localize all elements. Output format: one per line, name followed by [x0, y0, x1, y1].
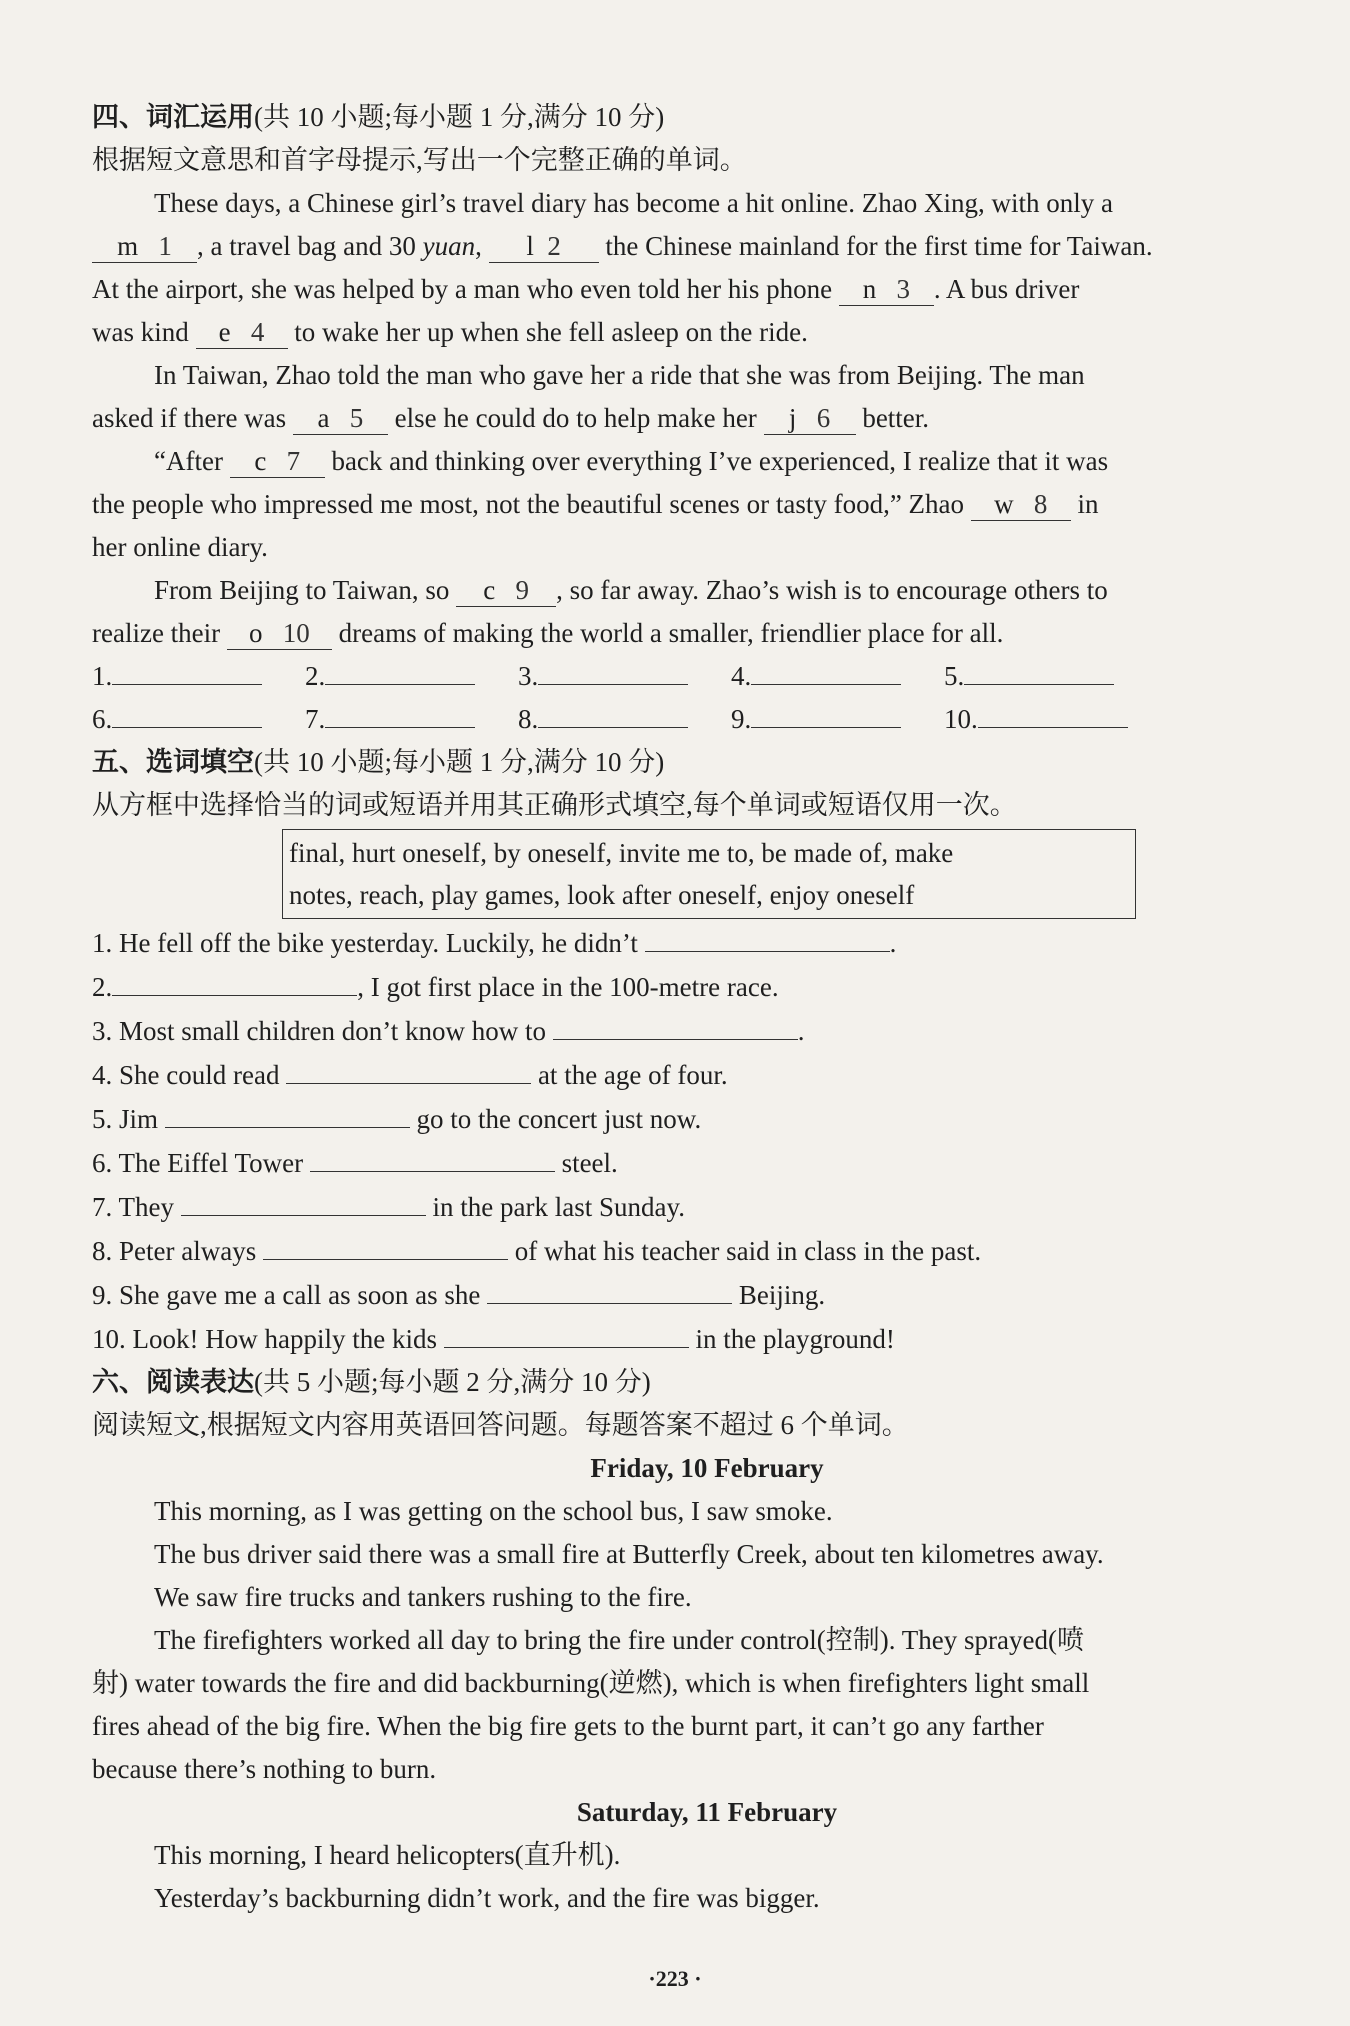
- blank-number: 5: [349, 403, 364, 433]
- page-number: ·223 ·: [648, 1966, 702, 1991]
- section6-instruction: 阅读短文,根据短文内容用英语回答问题。每题答案不超过 6 个单词。: [92, 1410, 909, 1440]
- passage-text: to wake her up when she fell asleep on the ride.: [294, 317, 808, 347]
- blank-number: 10: [282, 618, 310, 648]
- blank-7[interactable]: [230, 445, 325, 478]
- answer-label: 2.: [305, 661, 326, 691]
- question-line: [92, 1141, 1322, 1185]
- blank-number: 8: [1033, 489, 1048, 519]
- passage-line: [92, 440, 1322, 483]
- blank-letter: l: [526, 231, 534, 261]
- question-text: .: [797, 1016, 805, 1046]
- answer-cell: [305, 698, 518, 741]
- worksheet-page: [92, 96, 1322, 1920]
- passage-text: asked if there was: [92, 403, 287, 433]
- section6-heading-title: 六、阅读表达: [92, 1367, 254, 1397]
- section6-heading: [92, 1361, 1322, 1404]
- section4-instruction: 根据短文意思和首字母提示,写出一个完整正确的单词。: [92, 145, 747, 175]
- question-text: in the playground!: [695, 1324, 895, 1354]
- question-text: Beijing.: [738, 1280, 826, 1310]
- answer-cell: [731, 655, 944, 698]
- question-text: 1. He fell off the bike yesterday. Luckily, he didn’t: [92, 928, 638, 958]
- blank-4[interactable]: [196, 316, 288, 349]
- reading-line: because there’s nothing to burn.: [92, 1754, 437, 1784]
- answer-label: 8.: [518, 704, 539, 734]
- question-text: of what his teacher said in class in the past.: [514, 1236, 982, 1266]
- reading-line: 射) water towards the fire and did backburning(逆燃), which is when firefighters light small: [92, 1668, 1090, 1698]
- passage-text: , a travel bag and 30: [197, 231, 423, 261]
- question-text: 6. The Eiffel Tower: [92, 1148, 304, 1178]
- answer-cell: [518, 698, 731, 741]
- answer-label: 6.: [92, 704, 113, 734]
- question-text: in the park last Sunday.: [432, 1192, 685, 1222]
- answer-label: 1.: [92, 661, 113, 691]
- question-line: [92, 1185, 1322, 1229]
- passage-text: was kind: [92, 317, 189, 347]
- section5-instruction: 从方框中选择恰当的词或短语并用其正确形式填空,每个单词或短语仅用一次。: [92, 790, 1017, 820]
- passage-text: From Beijing to Taiwan, so: [154, 575, 450, 605]
- passage-text: else he could do to help make her: [394, 403, 757, 433]
- question-line: [92, 1273, 1322, 1317]
- section5-heading: [92, 741, 1322, 784]
- blank-number: 4: [250, 317, 265, 347]
- answer-field[interactable]: [325, 699, 475, 728]
- blank-number: 1: [158, 231, 172, 261]
- blank-letter: n: [862, 274, 877, 304]
- blank-9[interactable]: [456, 574, 556, 607]
- blank-letter: m: [117, 231, 139, 261]
- reading-line: We saw fire trucks and tankers rushing to the fire.: [154, 1582, 692, 1612]
- passage-text: back and thinking over everything I’ve experienced, I realize that it was: [331, 446, 1109, 476]
- blank-8[interactable]: [971, 488, 1071, 521]
- blank-6[interactable]: [764, 402, 856, 435]
- answer-field[interactable]: [325, 656, 475, 685]
- passage-text: At the airport, she was helped by a man who even told her his phone: [92, 274, 833, 304]
- question-line: [92, 1097, 1322, 1141]
- answer-field[interactable]: [538, 699, 688, 728]
- answer-cell: [518, 655, 731, 698]
- answer-cell: [92, 698, 305, 741]
- diary-date-heading: Friday, 10 February: [590, 1453, 824, 1483]
- answer-field[interactable]: [964, 656, 1114, 685]
- answer-cell: [944, 655, 1157, 698]
- passage-line: [92, 483, 1322, 526]
- passage-line: These days, a Chinese girl’s travel diary has become a hit online. Zhao Xing, with only a: [154, 188, 1114, 218]
- blank-number: 3: [896, 274, 910, 304]
- blank-letter: o: [249, 618, 263, 648]
- answer-label: 4.: [731, 661, 752, 691]
- question-text: 4. She could read: [92, 1060, 280, 1090]
- blank-letter: a: [317, 403, 330, 433]
- question-text: 7. They: [92, 1192, 174, 1222]
- answer-field[interactable]: [310, 1141, 555, 1172]
- passage-line: [92, 569, 1322, 612]
- answer-field[interactable]: [165, 1097, 410, 1128]
- passage-line: In Taiwan, Zhao told the man who gave her a ride that she was from Beijing. The man: [154, 360, 1085, 390]
- question-text: 5. Jim: [92, 1104, 159, 1134]
- passage-text: the Chinese mainland for the first time for Taiwan.: [605, 231, 1153, 261]
- section5-heading-title: 五、选词填空: [92, 747, 254, 777]
- passage-line: [92, 612, 1322, 655]
- question-line: [92, 921, 1322, 965]
- blank-10[interactable]: [227, 617, 332, 650]
- section4-heading: [92, 96, 1322, 139]
- blank-3[interactable]: [839, 273, 934, 306]
- blank-number: 7: [286, 446, 301, 476]
- answer-label: 10.: [944, 704, 978, 734]
- section6-heading-points: (共 5 小题;每小题 2 分,满分 10 分): [254, 1367, 651, 1397]
- answer-cell: [92, 655, 305, 698]
- question-text: 9. She gave me a call as soon as she: [92, 1280, 481, 1310]
- answer-row: [92, 698, 1322, 741]
- answer-field[interactable]: [645, 921, 890, 952]
- answer-field[interactable]: [112, 656, 262, 685]
- reading-line: Yesterday’s backburning didn’t work, and the fire was bigger.: [154, 1883, 820, 1913]
- question-line: [92, 1009, 1322, 1053]
- passage-text: realize their: [92, 618, 221, 648]
- word-bank-line: final, hurt oneself, by oneself, invite me to, be made of, make: [289, 838, 954, 868]
- passage-text: the people who impressed me most, not the beautiful scenes or tasty food,” Zhao: [92, 489, 965, 519]
- answer-field[interactable]: [286, 1053, 531, 1084]
- question-text: at the age of four.: [537, 1060, 728, 1090]
- reading-line: The firefighters worked all day to bring the fire under control(控制). They sprayed(喷: [154, 1625, 1084, 1655]
- answer-field[interactable]: [487, 1273, 732, 1304]
- passage-text: ,: [475, 231, 482, 261]
- passage-line: her online diary.: [92, 532, 268, 562]
- answer-cell: [944, 698, 1157, 741]
- question-line: [92, 965, 1322, 1009]
- blank-letter: e: [218, 317, 231, 347]
- reading-line: This morning, as I was getting on the school bus, I saw smoke.: [154, 1496, 833, 1526]
- answer-cell: [305, 655, 518, 698]
- answer-field[interactable]: [112, 965, 357, 996]
- reading-line: This morning, I heard helicopters(直升机).: [154, 1840, 621, 1870]
- blank-letter: c: [254, 446, 267, 476]
- passage-text: . A bus driver: [933, 274, 1080, 304]
- question-text: 10. Look! How happily the kids: [92, 1324, 437, 1354]
- question-text: 2.: [92, 972, 113, 1002]
- passage-text: better.: [862, 403, 930, 433]
- answer-field[interactable]: [112, 699, 262, 728]
- question-text: steel.: [561, 1148, 618, 1178]
- question-text: , I got first place in the 100-metre race.: [357, 972, 779, 1002]
- answer-field[interactable]: [181, 1185, 426, 1216]
- blank-letter: c: [483, 575, 496, 605]
- blank-letter: w: [994, 489, 1014, 519]
- question-text: 3. Most small children don’t know how to: [92, 1016, 546, 1046]
- answer-field[interactable]: [263, 1229, 508, 1260]
- passage-line: [92, 311, 1322, 354]
- passage-text: in: [1077, 489, 1099, 519]
- blank-2[interactable]: [489, 230, 599, 263]
- answer-label: 7.: [305, 704, 326, 734]
- answer-field[interactable]: [751, 656, 901, 685]
- question-text: 8. Peter always: [92, 1236, 257, 1266]
- answer-field[interactable]: [978, 699, 1128, 728]
- question-line: [92, 1053, 1322, 1097]
- blank-number: 9: [515, 575, 529, 605]
- question-text: go to the concert just now.: [416, 1104, 702, 1134]
- passage-italic: yuan: [422, 231, 476, 261]
- passage-text: dreams of making the world a smaller, friendlier place for all.: [338, 618, 1004, 648]
- answer-label: 3.: [518, 661, 539, 691]
- section4-heading-points: (共 10 小题;每小题 1 分,满分 10 分): [254, 102, 665, 132]
- passage-line: [92, 397, 1322, 440]
- answer-field[interactable]: [751, 699, 901, 728]
- passage-text: , so far away. Zhao’s wish is to encourage others to: [556, 575, 1108, 605]
- passage-text: “After: [154, 446, 223, 476]
- reading-line: fires ahead of the big fire. When the big fire gets to the burnt part, it can’t go any farther: [92, 1711, 1044, 1741]
- diary-date-heading: Saturday, 11 February: [576, 1797, 838, 1827]
- passage-line: [92, 225, 1322, 268]
- blank-1[interactable]: [92, 230, 197, 263]
- answer-field[interactable]: [538, 656, 688, 685]
- word-bank-box: [282, 829, 1136, 919]
- reading-line: The bus driver said there was a small fire at Butterfly Creek, about ten kilometres away.: [154, 1539, 1104, 1569]
- answer-row: [92, 655, 1322, 698]
- blank-number: 2: [547, 231, 561, 261]
- answer-field[interactable]: [444, 1317, 689, 1348]
- answer-label: 5.: [944, 661, 965, 691]
- answer-label: 9.: [731, 704, 752, 734]
- answer-cell: [731, 698, 944, 741]
- answer-field[interactable]: [553, 1009, 798, 1040]
- blank-number: 6: [816, 403, 831, 433]
- word-bank-line: notes, reach, play games, look after oneself, enjoy oneself: [289, 880, 915, 910]
- passage-line: [92, 268, 1322, 311]
- question-text: .: [889, 928, 897, 958]
- blank-letter: j: [788, 403, 797, 433]
- section4-heading-title: 四、词汇运用: [92, 102, 254, 132]
- section5-heading-points: (共 10 小题;每小题 1 分,满分 10 分): [254, 747, 665, 777]
- blank-5[interactable]: [293, 402, 388, 435]
- question-line: [92, 1317, 1322, 1361]
- question-line: [92, 1229, 1322, 1273]
